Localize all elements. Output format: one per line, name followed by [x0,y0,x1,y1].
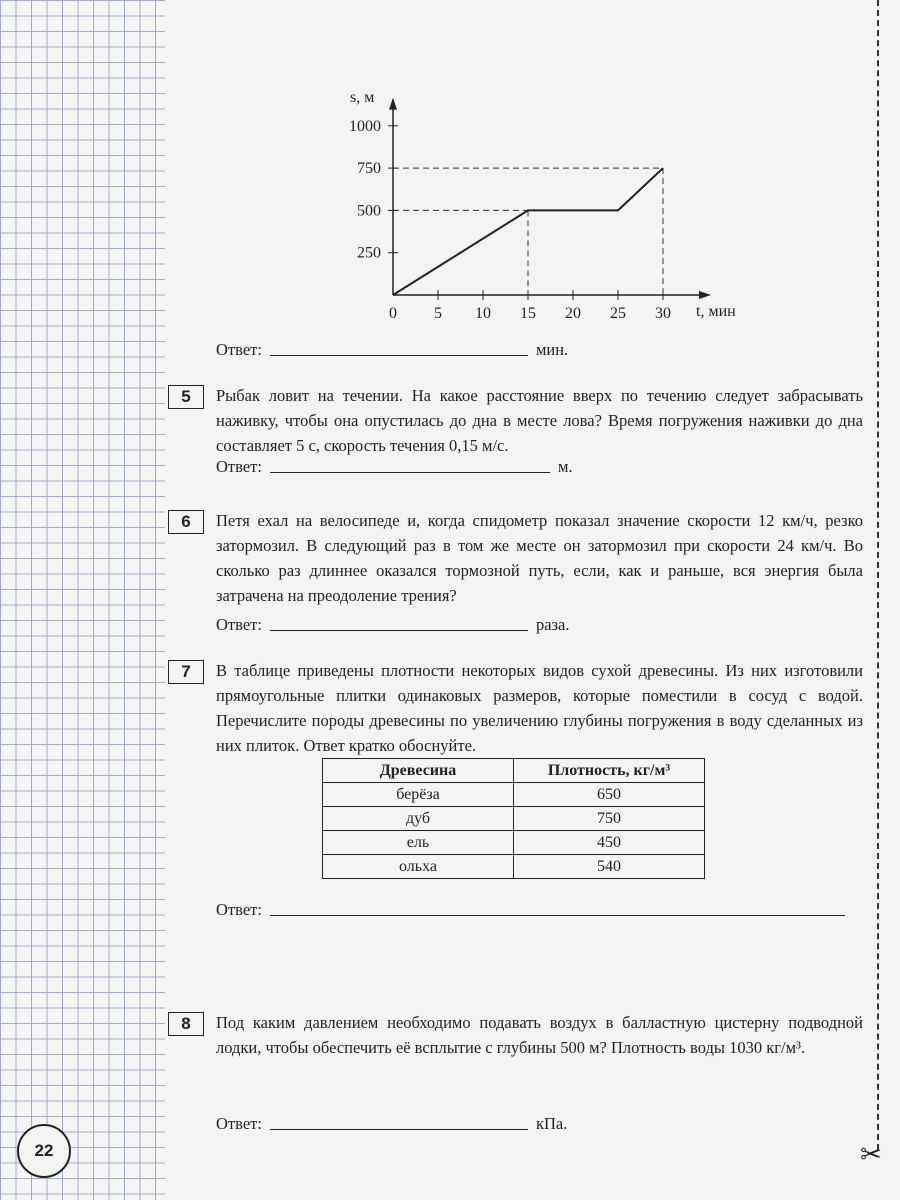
task-number: 8 [168,1012,204,1036]
table-cell: берёза [323,783,514,807]
answer-field[interactable] [270,629,528,631]
x-tick-label: 15 [520,305,536,322]
x-tick-label: 20 [565,305,581,322]
answer-label: Ответ: [216,457,262,476]
y-tick-label: 750 [357,160,381,178]
x-tick-label: 30 [655,305,671,322]
answer-field[interactable] [270,471,550,473]
answer-unit: кПа. [535,1114,568,1133]
task-6 [168,510,863,640]
y-tick-label: 500 [357,202,381,220]
table-cell: 750 [514,807,705,831]
task-5 [168,385,863,480]
answer-label: Ответ: [216,340,262,359]
table-cell: ольха [323,855,514,879]
answer-unit: м. [557,457,573,476]
task4-answer [216,340,568,360]
answer-label: Ответ: [216,615,262,634]
table-header-row [323,759,705,783]
table-row [323,831,705,855]
task-text: Под каким давлением необходимо подавать воздух в балластную цистерну подводной лодки, чтобы обеспечить её всплытие с глубины 500 м? Плотность воды 1030 кг/м³. [216,1013,863,1057]
page-number: 22 [17,1124,71,1178]
graph-paper-margin [0,0,165,1200]
answer-field[interactable] [270,914,845,916]
task-7 [168,660,863,930]
cut-line [877,0,879,1150]
answer-label: Ответ: [216,1114,262,1133]
table-cell: 650 [514,783,705,807]
wood-density-table [322,758,705,879]
answer-unit: мин. [535,340,569,359]
y-axis-label: s, м [350,89,375,106]
x-tick-label: 10 [475,305,491,322]
task-answer [216,900,853,920]
answer-unit: раза. [535,615,570,634]
table-cell: 450 [514,831,705,855]
x-tick-label: 5 [434,305,442,322]
task-8 [168,1012,863,1142]
scissors-icon: ✂ [860,1140,882,1169]
task-text: Рыбак ловит на течении. На какое расстояние вверх по течению следует забрасывать наживку, чтобы она опустилась до дна в месте лова? Время погружения наживки до дна составляет 5 с, скорость течения 0,15 м/с. [216,386,863,455]
task-number: 6 [168,510,204,534]
y-tick-label: 1000 [349,117,381,135]
task-answer [216,615,570,635]
y-tick-label: 250 [357,244,381,262]
answer-field[interactable] [270,1128,528,1130]
distance-time-chart [330,80,770,340]
x-tick-label: 25 [610,305,626,322]
task-number: 7 [168,660,204,684]
column-header: Плотность, кг/м³ [514,759,705,783]
y-axis-arrow [389,98,397,110]
table-row [323,855,705,879]
x-axis-arrow [699,291,711,299]
x-axis-label: t, мин [696,303,736,320]
answer-label: Ответ: [216,900,262,919]
table-cell: дуб [323,807,514,831]
table-cell: ель [323,831,514,855]
table-row [323,783,705,807]
answer-field[interactable] [270,354,528,356]
task-answer [216,1114,567,1134]
table-row [323,807,705,831]
task-answer [216,457,573,477]
x-tick-label: 0 [389,305,397,322]
task-text: В таблице приведены плотности некоторых видов сухой древесины. Из них изготовили прямоугольные плитки одинаковых размеров, которые поместили в сосуд с водой. Перечислите породы древесины по увеличению глубины погружения в воду сделанных из них плиток. Ответ кратко обоснуйте. [216,661,863,755]
column-header: Древесина [323,759,514,783]
table-cell: 540 [514,855,705,879]
task-number: 5 [168,385,204,409]
task-text: Петя ехал на велосипеде и, когда спидометр показал значение скорости 12 км/ч, резко затормозил. В следующий раз в том же месте он затормозил при скорости 24 км/ч. Во сколько раз длиннее оказался тормозной путь, если, как и раньше, вся энергия была затрачена на преодоление трения? [216,511,863,605]
